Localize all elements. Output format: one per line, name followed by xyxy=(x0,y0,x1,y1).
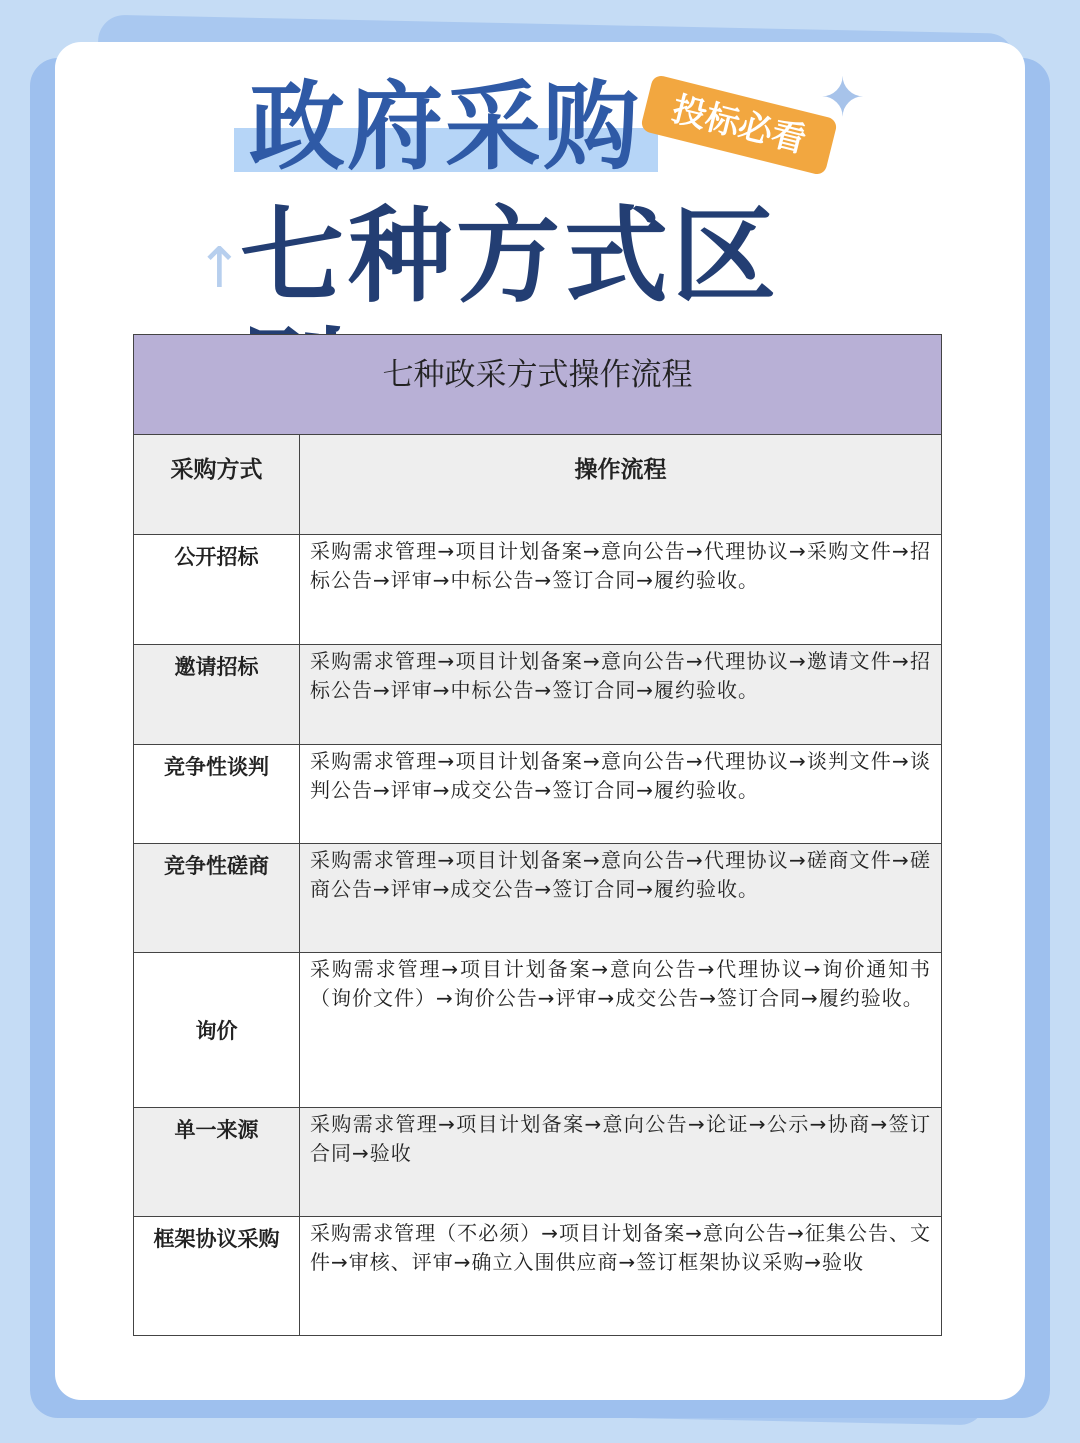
table-row xyxy=(134,844,942,953)
method-cell: 竞争性谈判 xyxy=(134,745,300,844)
process-cell: 采购需求管理→项目计划备案→意向公告→代理协议→邀请文件→招标公告→评审→中标公告→签订合同→履约验收。 xyxy=(300,645,942,745)
method-cell: 邀请招标 xyxy=(134,645,300,745)
table-row xyxy=(134,1217,942,1336)
method-cell: 公开招标 xyxy=(134,535,300,645)
table-row xyxy=(134,953,942,1108)
process-cell: 采购需求管理→项目计划备案→意向公告→代理协议→谈判文件→谈判公告→评审→成交公告→签订合同→履约验收。 xyxy=(300,745,942,844)
table-row xyxy=(134,745,942,844)
process-cell: 采购需求管理→项目计划备案→意向公告→代理协议→采购文件→招标公告→评审→中标公告→签订合同→履约验收。 xyxy=(300,535,942,645)
process-cell: 采购需求管理→项目计划备案→意向公告→代理协议→磋商文件→磋商公告→评审→成交公告→签订合同→履约验收。 xyxy=(300,844,942,953)
method-cell: 框架协议采购 xyxy=(134,1217,300,1336)
table-row xyxy=(134,1108,942,1217)
table-row xyxy=(134,535,942,645)
arrow-up-icon: ↑ xyxy=(196,236,243,301)
procurement-process-table xyxy=(133,334,942,1336)
method-cell: 竞争性磋商 xyxy=(134,844,300,953)
method-cell: 询价 xyxy=(134,953,300,1108)
sparkle-icon: ✦ xyxy=(820,66,866,129)
page-title-line2: 七种方式区 xyxy=(240,195,781,317)
page-title-line1: 政府采购 xyxy=(249,71,641,183)
table-title: 七种政采方式操作流程 xyxy=(134,335,942,435)
process-cell: 采购需求管理（不必须）→项目计划备案→意向公告→征集公告、文件→审核、评审→确立入围供应商→签订框架协议采购→验收 xyxy=(300,1217,942,1336)
table-row xyxy=(134,645,942,745)
process-cell: 采购需求管理→项目计划备案→意向公告→论证→公示→协商→签订合同→验收 xyxy=(300,1108,942,1217)
column-header-method: 采购方式 xyxy=(134,435,300,535)
column-header-process: 操作流程 xyxy=(300,435,942,535)
must-read-badge: 投标必看 xyxy=(640,74,838,176)
method-cell: 单一来源 xyxy=(134,1108,300,1217)
process-cell: 采购需求管理→项目计划备案→意向公告→代理协议→询价通知书（询价文件）→询价公告→评审→成交公告→签订合同→履约验收。 xyxy=(300,953,942,1108)
